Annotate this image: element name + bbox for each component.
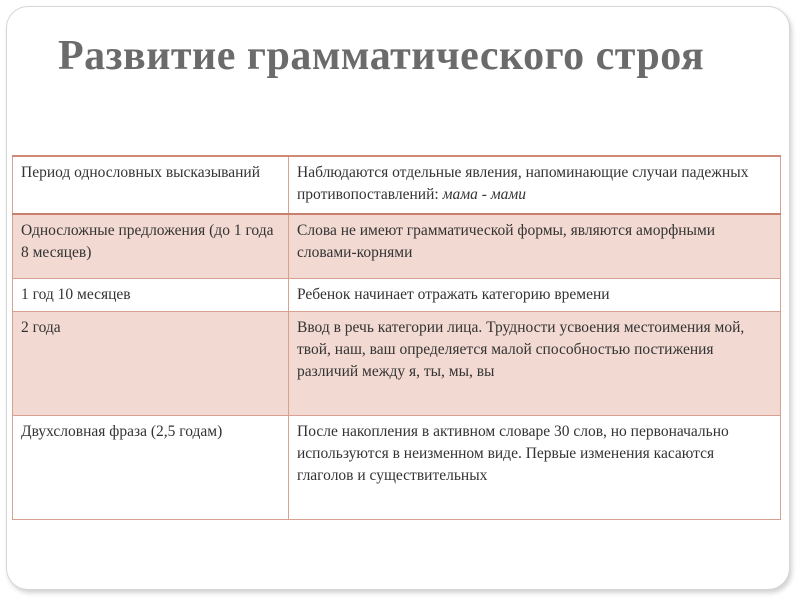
- table-row: [13, 214, 781, 278]
- description-text: Наблюдаются отдельные явления, напоминающие случаи падежных противопоставлений:: [297, 164, 749, 203]
- description-text: Ввод в речь категории лица. Трудности усвоения местоимения мой, твой, наш, ваш определяется малой способностью постижения различий между я, ты, мы, вы: [297, 318, 745, 380]
- period-text: 2 года: [21, 318, 61, 336]
- description-cell: [289, 156, 781, 214]
- description-text: Ребенок начинает отражать категорию времени: [297, 285, 610, 303]
- period-cell: [13, 415, 289, 519]
- description-cell: [289, 278, 781, 311]
- period-text: 1 год 10 месяцев: [21, 285, 131, 303]
- period-cell: [13, 156, 289, 214]
- table-row: [13, 156, 781, 214]
- period-cell: [13, 311, 289, 415]
- table-row: [13, 415, 781, 519]
- description-example: мама - мами: [442, 186, 527, 203]
- period-text: Односложные предложения (до 1 года 8 месяцев): [21, 222, 274, 261]
- description-text: Слова не имеют грамматической формы, являются аморфными словами-корнями: [297, 222, 716, 261]
- table-row: [13, 311, 781, 415]
- development-table: [12, 155, 781, 520]
- description-cell: [289, 311, 781, 415]
- period-cell: [13, 214, 289, 278]
- period-text: Период однословных высказываний: [21, 164, 261, 181]
- description-cell: [289, 214, 781, 278]
- slide-title: Развитие грамматического строя: [58, 33, 705, 79]
- description-text: После накопления в активном словаре 30 слов, но первоначально используются в неизменном виде. Первые изменения касаются глаголов и существительных: [297, 422, 729, 484]
- period-cell: [13, 278, 289, 311]
- table-row: [13, 278, 781, 311]
- description-cell: [289, 415, 781, 519]
- period-text: Двухсловная фраза (2,5 годам): [21, 422, 223, 440]
